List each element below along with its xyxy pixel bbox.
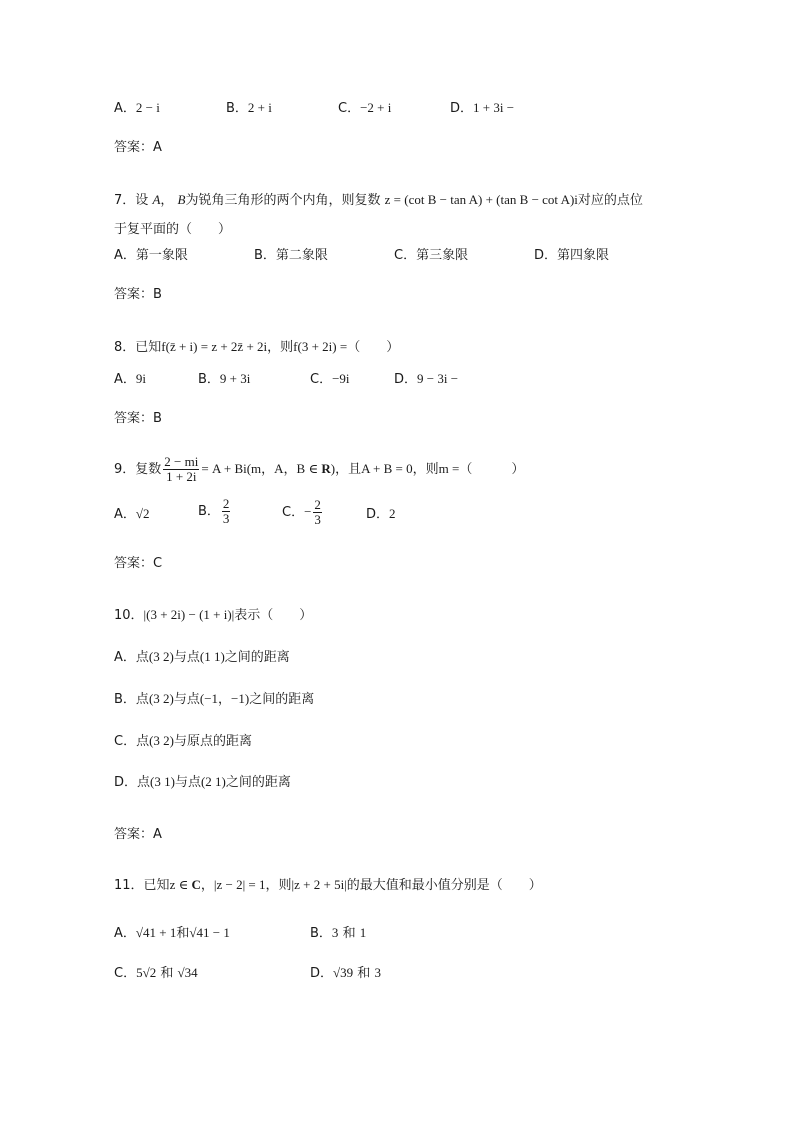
option-label: C． [394,248,417,263]
math-expr: f(3 + 2i) = [293,339,348,354]
option-label: C． [114,734,137,749]
option-label: B． [198,504,220,519]
q10-option-b [114,690,314,709]
option-label: D． [534,248,558,263]
option-text: 之间的距离 [249,692,315,707]
option-expr: 2 [389,506,396,521]
option-expr: 2 + i [247,100,272,115]
stem-text: 复数 [135,462,162,477]
q6-option-c [338,97,391,116]
math-expr: 3 [374,965,381,980]
option-text: 第三象限 [416,248,469,263]
option-expr: 9 − 3i − [417,371,459,386]
fraction-denominator: 1 + 2i [166,469,197,484]
option-label: A． [114,650,136,665]
q7-stem-line2: 于复平面的（ ） [114,222,232,237]
option-text: 和 [160,966,174,981]
q11-option-d [310,962,381,981]
math-expr: ) [330,461,336,476]
q7-answer: 答案：B [114,287,162,302]
option-text: 和 [342,926,356,941]
option-label: C． [282,505,305,520]
option-label: D． [394,372,418,387]
q10-option-a [114,648,290,667]
option-label: D． [114,775,138,790]
option-label: A． [114,507,136,522]
math-var: B [177,192,186,207]
q11-stem [114,876,542,895]
math-expr: (2 1) [200,774,226,789]
question-number: 9． [114,462,136,477]
question-number: 11． [114,878,144,893]
option-expr: −9i [332,371,350,386]
q9-option-c [282,495,324,530]
stem-text: （ ） [347,340,400,355]
math-expr: (3 2) [148,649,174,664]
stem-text: 设 [135,193,149,208]
question-number: 7． [114,193,136,208]
q7-option-d [534,244,609,263]
math-expr: √34 [177,965,198,980]
stem-text: 已知 [135,340,162,355]
q10-option-c [114,732,252,751]
stem-text: ，则 [267,340,294,355]
option-text: 与原点的距离 [174,734,253,749]
math-expr: m = [438,461,460,476]
option-label: D． [366,507,390,522]
q6-option-d [450,97,514,116]
math-expr: 5√2 [136,965,157,980]
math-expr: |z + 2 + 5i| [291,877,347,892]
stem-text: （ ） [459,462,525,477]
math-expr: 1 [359,925,367,940]
math-expr: (3 2) [148,691,174,706]
q6-answer: 答案：A [114,140,162,155]
option-label: C． [310,372,333,387]
math-expr: f(z̄ + i) = z + 2z̄ + 2i [161,339,268,354]
q8-option-b [198,368,250,387]
q6-option-a [114,97,160,116]
stem-text: 表示（ ） [234,608,313,623]
option-label: D． [450,101,474,116]
math-expr: 3 [331,925,339,940]
q8-stem [114,338,399,357]
option-label: B． [198,372,220,387]
option-expr: 9i [135,371,147,386]
q9-option-b [198,495,232,529]
q9-option-a [114,503,150,522]
option-label: B． [310,926,332,941]
option-sign: − [304,504,312,519]
option-text: 第一象限 [135,248,188,263]
stem-text: 的最大值和最小值分别是（ ） [346,878,542,893]
option-label: B． [254,248,276,263]
q7-option-a [114,244,188,263]
q8-option-d [394,368,458,387]
q7-stem [114,191,643,210]
q11-option-b [310,922,366,941]
fraction-denominator: 3 [314,512,321,527]
option-label: C． [114,966,137,981]
q7-option-c [394,244,468,263]
math-expr: z ∈ [169,877,192,892]
math-fraction [313,498,322,527]
math-expr: (3 2) [149,733,175,748]
q8-answer: 答案：B [114,411,162,426]
q9-answer: 答案：C [114,556,163,571]
question-number: 10． [114,608,144,623]
option-expr: 1 + 3i − [473,100,515,115]
math-expr: A + B = 0 [361,461,413,476]
option-label: A． [114,372,136,387]
option-text: 第四象限 [557,248,610,263]
math-expr: (−1，−1) [199,691,250,706]
math-expr: √41 − 1 [189,925,230,940]
math-expr: z = (cot B − tan A) + (tan B − cot A)i [384,192,578,207]
fraction-numerator: 2 [222,496,230,511]
math-set: R [321,461,331,476]
option-text: 之间的距离 [225,775,291,790]
option-label: B． [226,101,248,116]
math-expr: |(3 + 2i) − (1 + i)| [143,607,235,622]
math-expr: √39 [333,965,354,980]
q9-option-d [366,503,396,522]
math-expr: (1 1) [199,649,225,664]
option-label: A． [114,926,136,941]
q9-stem [114,454,524,485]
math-fraction [163,455,199,484]
option-text: 与点 [174,775,201,790]
q10-option-d [114,773,291,792]
option-text: 第二象限 [275,248,328,263]
question-number: 8． [114,340,136,355]
q11-option-a [114,922,230,941]
option-text: 与点 [173,692,200,707]
math-expr: = A + Bi(m，A，B ∈ [201,461,322,476]
option-text: 点 [135,692,149,707]
q8-option-c [310,368,350,387]
option-text: 和 [176,926,190,941]
q10-answer: 答案：A [114,827,162,842]
stem-text: ， [160,193,174,208]
option-expr: −2 + i [360,100,392,115]
math-expr: |z − 2| = 1 [213,877,266,892]
q8-option-a [114,368,146,387]
stem-text: 对应的点位 [577,193,643,208]
option-label: A． [114,248,136,263]
q11-option-c [114,962,198,981]
q7-option-b [254,244,328,263]
option-expr: 2 − i [135,100,160,115]
option-text: 点 [135,650,149,665]
option-label: A． [114,101,136,116]
option-text: 之间的距离 [224,650,290,665]
stem-text: ，则 [265,878,292,893]
q6-option-b [226,97,272,116]
fraction-denominator: 3 [222,511,230,526]
option-text: 点 [136,734,150,749]
stem-text: ，且 [335,462,362,477]
q10-stem [114,606,312,625]
option-text: 点 [137,775,151,790]
math-set: C [191,877,201,892]
option-text: 和 [357,966,371,981]
stem-text: 为锐角三角形的两个内角，则复数 [185,193,381,208]
math-expr: √41 + 1 [135,925,177,940]
option-label: D． [310,966,334,981]
option-expr: √2 [135,506,150,521]
option-text: 与点 [173,650,200,665]
option-label: B． [114,692,136,707]
option-label: C． [338,101,361,116]
fraction-numerator: 2 [314,497,321,512]
fraction-numerator: 2 − mi [164,454,199,469]
math-var: A [152,192,161,207]
math-fraction [222,497,231,526]
math-expr: (3 1) [150,774,175,789]
stem-text: ，则 [412,462,439,477]
stem-text: ， [200,878,214,893]
stem-text: 已知 [143,878,170,893]
option-expr: 9 + 3i [219,371,251,386]
